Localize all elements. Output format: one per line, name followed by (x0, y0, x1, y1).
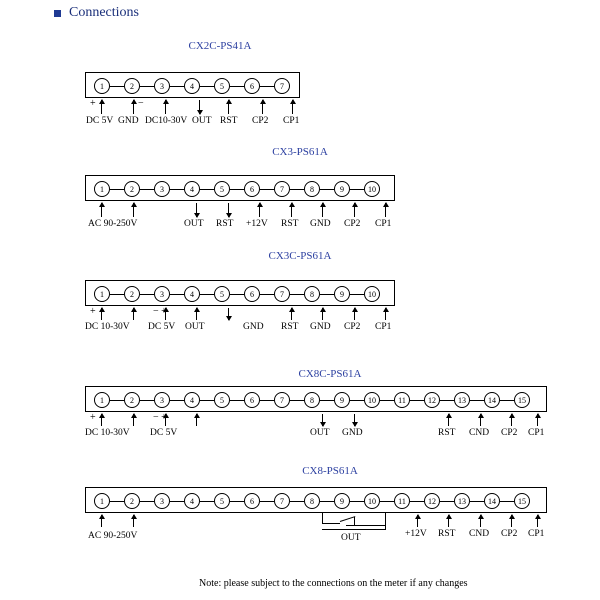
terminal-connector (260, 400, 274, 401)
terminal-connector (140, 189, 154, 190)
terminal-number: 7 (274, 493, 290, 509)
terminal-connector (380, 501, 394, 502)
terminal-number: 5 (214, 181, 230, 197)
terminal[interactable] (124, 392, 140, 408)
terminal-number: 2 (124, 392, 140, 408)
terminal[interactable] (214, 181, 230, 197)
diagram-title: CX3C-PS61A (268, 250, 332, 262)
terminal[interactable] (304, 493, 320, 509)
terminal-number: 10 (364, 286, 380, 302)
terminal-connector (260, 189, 274, 190)
terminal[interactable] (214, 493, 230, 509)
terminal-number: 2 (124, 286, 140, 302)
terminal-label: CP1 (528, 529, 545, 539)
terminal-connector (200, 294, 214, 295)
terminal-connector (140, 294, 154, 295)
terminal-label: CND (469, 529, 490, 539)
terminal[interactable] (334, 286, 350, 302)
terminal-number: 7 (274, 181, 290, 197)
terminal-label: CP1 (528, 428, 545, 438)
terminal[interactable] (154, 181, 170, 197)
terminal[interactable] (484, 493, 500, 509)
terminal-number: 7 (274, 78, 290, 94)
terminal-label: GND (310, 219, 331, 229)
terminal-connector (170, 294, 184, 295)
terminal-number: 3 (154, 181, 170, 197)
terminal-number: 15 (514, 392, 530, 408)
terminal-number: 11 (394, 392, 410, 408)
terminal[interactable] (424, 493, 440, 509)
relay-contact-post (354, 517, 355, 525)
arrow-down-icon (228, 308, 229, 320)
arrow-up-icon (259, 203, 260, 217)
terminal-number: 1 (94, 78, 110, 94)
polarity-sign: + (90, 98, 96, 109)
terminal-number: 6 (244, 286, 260, 302)
arrow-up-icon (385, 308, 386, 320)
arrow-down-icon (354, 414, 355, 426)
terminal-label: GND (342, 428, 363, 438)
arrow-up-icon (354, 308, 355, 320)
terminal-number: 14 (484, 392, 500, 408)
page-title: Connections (69, 5, 139, 20)
terminal-label: RST (438, 529, 456, 539)
terminal-label: OUT (341, 533, 361, 543)
arrow-up-icon (322, 308, 323, 320)
terminal[interactable] (124, 493, 140, 509)
terminal[interactable] (274, 78, 290, 94)
arrow-down-icon (196, 203, 197, 217)
terminal-connector (230, 294, 244, 295)
terminal-connector (260, 86, 274, 87)
terminal[interactable] (154, 392, 170, 408)
terminal-connector (290, 189, 304, 190)
terminal[interactable] (454, 493, 470, 509)
terminal-connector (170, 86, 184, 87)
terminal-number: 3 (154, 392, 170, 408)
terminal[interactable] (274, 286, 290, 302)
terminal[interactable] (154, 286, 170, 302)
terminal-number: 8 (304, 181, 320, 197)
terminal-connector (410, 501, 424, 502)
terminal[interactable] (124, 286, 140, 302)
diagram-title: CX8-PS61A (302, 465, 358, 477)
terminal-label: CP1 (283, 116, 300, 126)
relay-lead-right (385, 513, 386, 529)
terminal-number: 9 (334, 493, 350, 509)
diagram-title: CX2C-PS41A (188, 40, 252, 52)
terminal-connector (140, 501, 154, 502)
terminal[interactable] (304, 286, 320, 302)
terminal-connector (350, 501, 364, 502)
terminal[interactable] (214, 78, 230, 94)
terminal-label: GND (310, 322, 331, 332)
terminal[interactable] (304, 392, 320, 408)
terminal-number: 7 (274, 286, 290, 302)
terminal-number: 4 (184, 78, 200, 94)
terminal[interactable] (184, 392, 200, 408)
terminal[interactable] (334, 493, 350, 509)
terminal[interactable] (94, 493, 110, 509)
terminal-connector (230, 189, 244, 190)
terminal-number: 1 (94, 392, 110, 408)
terminal-number: 1 (94, 181, 110, 197)
terminal-number: 1 (94, 493, 110, 509)
terminal-number: 3 (154, 78, 170, 94)
arrow-up-icon (385, 203, 386, 217)
terminal-connector (230, 86, 244, 87)
arrow-up-icon (228, 100, 229, 114)
terminal-number: 1 (94, 286, 110, 302)
terminal[interactable] (274, 392, 290, 408)
terminal-label: DC 10-30V (85, 428, 130, 438)
terminal-number: 9 (334, 392, 350, 408)
terminal-strip (85, 386, 547, 412)
terminal[interactable] (514, 493, 530, 509)
arrow-up-icon (537, 414, 538, 426)
terminal[interactable] (364, 493, 380, 509)
terminal-label: RST (281, 322, 299, 332)
terminal-connector (170, 189, 184, 190)
arrow-up-icon (480, 515, 481, 527)
terminal[interactable] (514, 392, 530, 408)
terminal-connector (140, 400, 154, 401)
terminal-connector (320, 294, 334, 295)
terminal-number: 8 (304, 392, 320, 408)
terminal-number: 3 (154, 286, 170, 302)
terminal-number: 6 (244, 181, 260, 197)
terminal[interactable] (184, 286, 200, 302)
diagram-title: CX8C-PS61A (298, 368, 362, 380)
terminal-connector (110, 501, 124, 502)
terminal-number: 7 (274, 392, 290, 408)
terminal-number: 5 (214, 286, 230, 302)
terminal-number: 5 (214, 78, 230, 94)
terminal[interactable] (334, 181, 350, 197)
terminal-connector (350, 294, 364, 295)
terminal[interactable] (274, 181, 290, 197)
arrow-up-icon (196, 308, 197, 320)
terminal[interactable] (244, 392, 260, 408)
terminal[interactable] (244, 181, 260, 197)
arrow-up-icon (196, 414, 197, 426)
terminal[interactable] (124, 78, 140, 94)
polarity-sign: − + (153, 306, 167, 317)
arrow-up-icon (133, 203, 134, 217)
terminal-number: 2 (124, 78, 140, 94)
terminal-connector (350, 400, 364, 401)
terminal-label: AC 90-250V (88, 219, 138, 229)
terminal[interactable] (364, 181, 380, 197)
terminal-connector (470, 400, 484, 401)
section-header (54, 5, 139, 21)
terminal-label: OUT (185, 322, 205, 332)
terminal[interactable] (424, 392, 440, 408)
arrow-up-icon (101, 515, 102, 527)
arrow-up-icon (291, 203, 292, 217)
terminal-number: 12 (424, 392, 440, 408)
terminal-label: OUT (184, 219, 204, 229)
footer-note: Note: please subject to the connections on the meter if any changes (199, 578, 468, 589)
arrow-down-icon (199, 100, 200, 114)
terminal-label: DC 5V (150, 428, 178, 438)
terminal-connector (290, 400, 304, 401)
terminal-label: +12V (405, 529, 427, 539)
terminal[interactable] (94, 286, 110, 302)
relay-lead-left (322, 513, 323, 523)
terminal-connector (110, 86, 124, 87)
terminal-connector (260, 501, 274, 502)
relay-wire-return (322, 529, 386, 530)
terminal-label: CP2 (344, 219, 361, 229)
terminal-strip (85, 175, 395, 201)
terminal-number: 13 (454, 392, 470, 408)
terminal[interactable] (214, 286, 230, 302)
terminal-number: 6 (244, 78, 260, 94)
arrow-up-icon (480, 414, 481, 426)
terminal[interactable] (244, 78, 260, 94)
terminal-number: 4 (184, 493, 200, 509)
terminal-number: 10 (364, 493, 380, 509)
terminal-label: CND (469, 428, 490, 438)
terminal-strip (85, 280, 395, 306)
terminal-connector (170, 400, 184, 401)
terminal-number: 9 (334, 286, 350, 302)
terminal[interactable] (364, 392, 380, 408)
terminal-label: CP2 (501, 529, 518, 539)
terminal-number: 12 (424, 493, 440, 509)
polarity-sign: + (90, 306, 96, 317)
arrow-up-icon (262, 100, 263, 114)
terminal[interactable] (454, 392, 470, 408)
terminal-connector (410, 400, 424, 401)
arrow-up-icon (417, 515, 418, 527)
terminal-label: RST (216, 219, 234, 229)
terminal-number: 11 (394, 493, 410, 509)
terminal-number: 14 (484, 493, 500, 509)
terminal-number: 13 (454, 493, 470, 509)
terminal-connector (260, 294, 274, 295)
terminal[interactable] (124, 181, 140, 197)
terminal-number: 5 (214, 392, 230, 408)
arrow-up-icon (165, 100, 166, 114)
terminal-connector (200, 189, 214, 190)
terminal[interactable] (334, 392, 350, 408)
terminal-number: 6 (244, 493, 260, 509)
terminal-label: OUT (310, 428, 330, 438)
terminal-number: 3 (154, 493, 170, 509)
terminal-connector (290, 501, 304, 502)
terminal-connector (230, 400, 244, 401)
terminal-connector (170, 501, 184, 502)
terminal[interactable] (94, 392, 110, 408)
arrow-up-icon (448, 414, 449, 426)
polarity-sign: − (138, 98, 144, 109)
terminal-number: 10 (364, 392, 380, 408)
terminal-label: RST (438, 428, 456, 438)
terminal-connector (110, 189, 124, 190)
terminal-label: CP2 (252, 116, 269, 126)
arrow-up-icon (322, 203, 323, 217)
terminal-connector (380, 400, 394, 401)
terminal-number: 5 (214, 493, 230, 509)
terminal-label: CP1 (375, 219, 392, 229)
terminal-number: 6 (244, 392, 260, 408)
arrow-up-icon (101, 414, 102, 426)
terminal-connector (320, 189, 334, 190)
terminal-label: CP1 (375, 322, 392, 332)
terminal-label: DC 5V (86, 116, 114, 126)
relay-wire (322, 523, 340, 524)
terminal[interactable] (394, 392, 410, 408)
terminal[interactable] (304, 181, 320, 197)
terminal[interactable] (184, 78, 200, 94)
arrow-up-icon (448, 515, 449, 527)
arrow-up-icon (133, 308, 134, 320)
terminal-connector (500, 400, 514, 401)
arrow-up-icon (133, 100, 134, 114)
arrow-down-icon (322, 414, 323, 426)
terminal-strip (85, 487, 547, 513)
terminal-number: 8 (304, 286, 320, 302)
terminal-label: CP2 (501, 428, 518, 438)
arrow-up-icon (101, 100, 102, 114)
terminal-label: GND (118, 116, 139, 126)
arrow-down-icon (228, 203, 229, 217)
terminal-connector (200, 400, 214, 401)
terminal-connector (200, 86, 214, 87)
terminal[interactable] (244, 286, 260, 302)
terminal-connector (440, 400, 454, 401)
terminal-number: 15 (514, 493, 530, 509)
arrow-up-icon (133, 414, 134, 426)
terminal-label: DC 5V (148, 322, 176, 332)
terminal-number: 4 (184, 392, 200, 408)
terminal[interactable] (214, 392, 230, 408)
terminal-number: 9 (334, 181, 350, 197)
arrow-up-icon (354, 203, 355, 217)
terminal[interactable] (364, 286, 380, 302)
terminal-connector (440, 501, 454, 502)
arrow-up-icon (291, 308, 292, 320)
terminal-number: 4 (184, 181, 200, 197)
terminal-connector (140, 86, 154, 87)
terminal[interactable] (244, 493, 260, 509)
arrow-up-icon (537, 515, 538, 527)
terminal-connector (320, 400, 334, 401)
terminal-label: DC 10-30V (85, 322, 130, 332)
diagram-title: CX3-PS61A (272, 146, 328, 158)
terminal-label: AC 90-250V (88, 531, 138, 541)
square-bullet-icon (54, 10, 61, 17)
polarity-sign: + (90, 412, 96, 423)
terminal-connector (230, 501, 244, 502)
terminal-connector (320, 501, 334, 502)
terminal[interactable] (154, 78, 170, 94)
terminal[interactable] (274, 493, 290, 509)
terminal-number: 2 (124, 493, 140, 509)
terminal[interactable] (184, 181, 200, 197)
arrow-up-icon (101, 203, 102, 217)
terminal[interactable] (94, 181, 110, 197)
arrow-up-icon (133, 515, 134, 527)
terminal[interactable] (484, 392, 500, 408)
terminal-number: 10 (364, 181, 380, 197)
terminal-number: 4 (184, 286, 200, 302)
terminal[interactable] (154, 493, 170, 509)
relay-wire-bottom (346, 525, 386, 526)
terminal-strip (85, 72, 300, 98)
terminal-connector (110, 294, 124, 295)
terminal-label: OUT (192, 116, 212, 126)
terminal-label: +12V (246, 219, 268, 229)
polarity-sign: − + (153, 412, 167, 423)
terminal-connector (350, 189, 364, 190)
terminal-number: 2 (124, 181, 140, 197)
terminal[interactable] (94, 78, 110, 94)
terminal-number: 8 (304, 493, 320, 509)
terminal-label: RST (281, 219, 299, 229)
arrow-up-icon (292, 100, 293, 114)
terminal-label: CP2 (344, 322, 361, 332)
terminal-connector (470, 501, 484, 502)
terminal-connector (500, 501, 514, 502)
terminal-label: DC10-30V (145, 116, 188, 126)
arrow-up-icon (511, 515, 512, 527)
terminal-connector (200, 501, 214, 502)
terminal-connector (110, 400, 124, 401)
terminal[interactable] (184, 493, 200, 509)
terminal-label: RST (220, 116, 238, 126)
terminal-connector (290, 294, 304, 295)
arrow-up-icon (101, 308, 102, 320)
terminal[interactable] (394, 493, 410, 509)
terminal-label: GND (243, 322, 264, 332)
arrow-up-icon (511, 414, 512, 426)
